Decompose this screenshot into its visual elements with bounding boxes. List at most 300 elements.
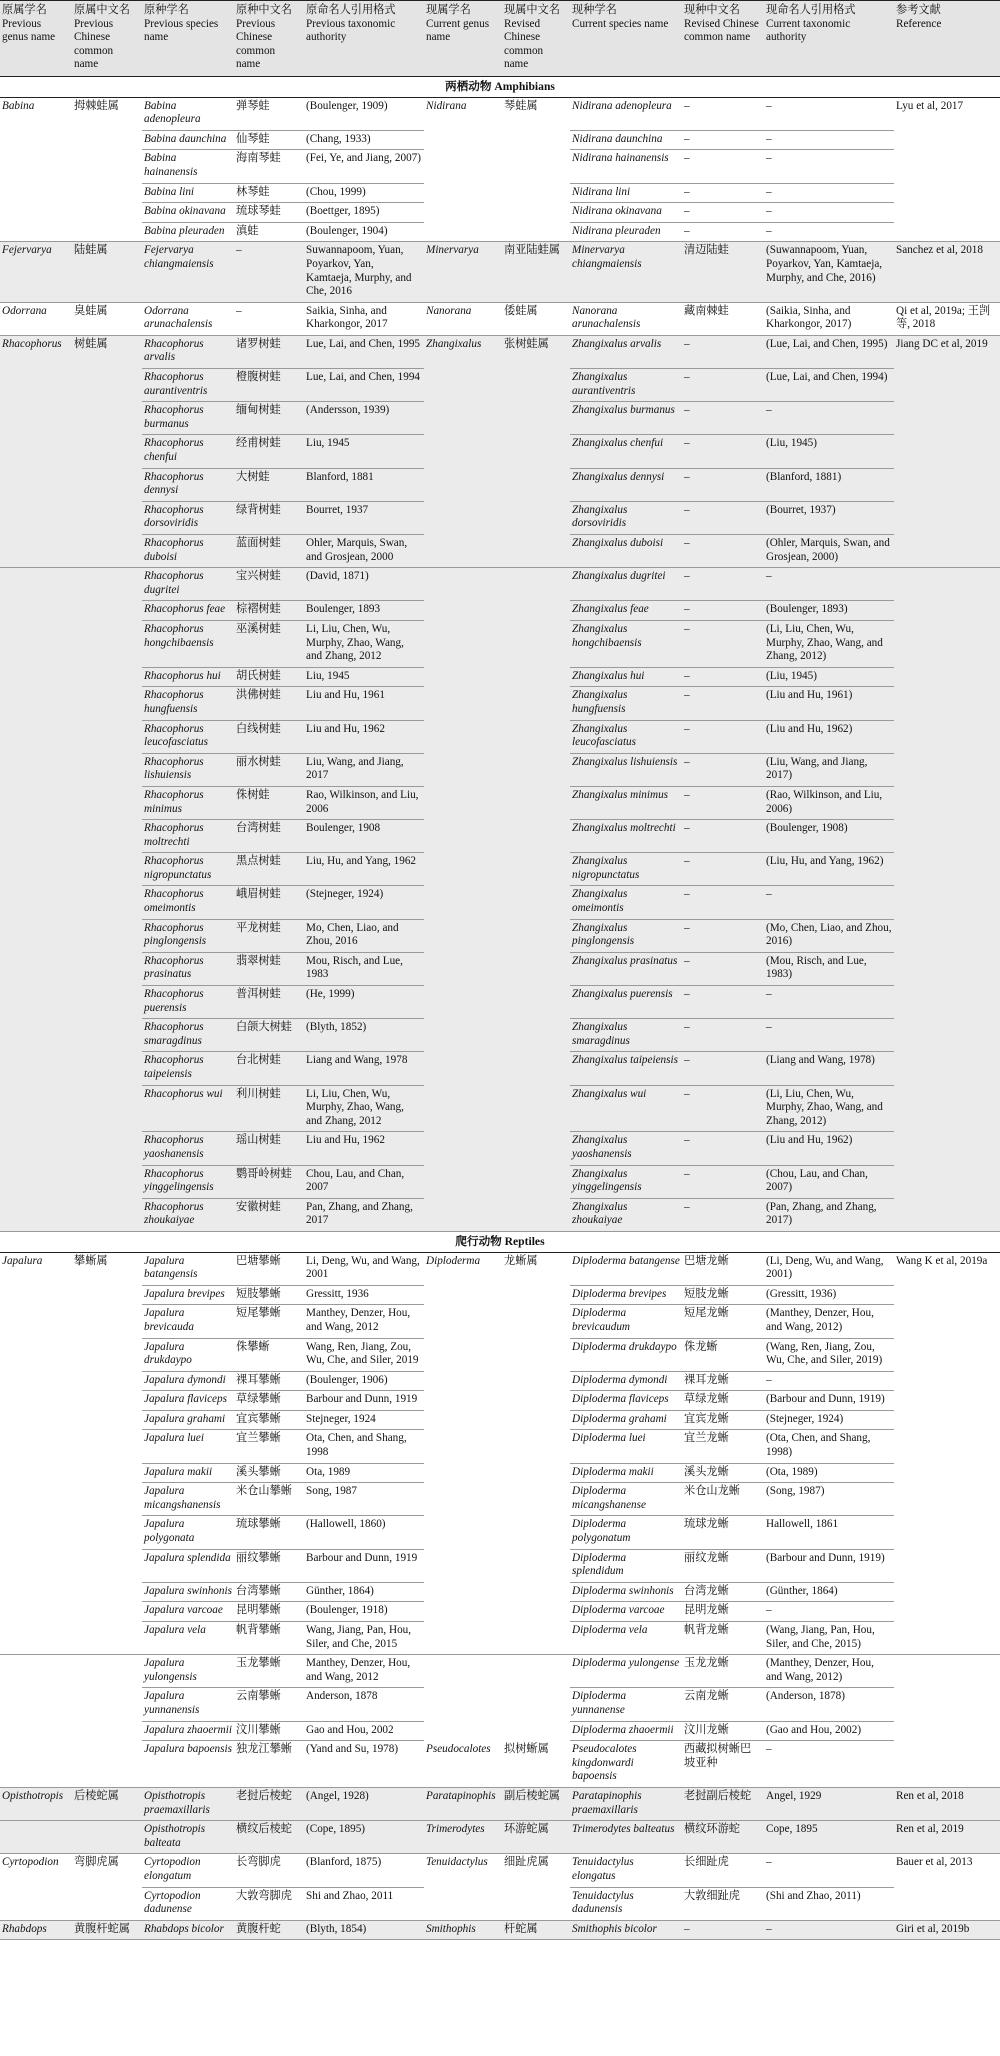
- column-header: [72, 1, 142, 77]
- current-species-cell: Diploderma varcoae: [570, 1602, 682, 1622]
- reference-cell: [894, 1549, 1000, 1582]
- current-genus-cell: [424, 1052, 502, 1085]
- current-species-cell: Zhangixalus arvalis: [570, 335, 682, 368]
- previous-genus-cell: [0, 1741, 72, 1788]
- previous-species-cell: Japalura yulongensis: [142, 1655, 234, 1688]
- current-genus-cell: [424, 1019, 502, 1052]
- current-authority-cell: (Liu, Hu, and Yang, 1962): [764, 853, 894, 886]
- previous-genus-cell: [0, 820, 72, 853]
- previous-authority-cell: Ota, 1989: [304, 1463, 424, 1483]
- current-authority-cell: –: [764, 130, 894, 150]
- previous-species-cell: Babina daunchina: [142, 130, 234, 150]
- table-row: [0, 1198, 1000, 1231]
- current-species-cn-cell: 昆明龙蜥: [682, 1602, 764, 1622]
- current-genus-cell: [424, 1483, 502, 1516]
- previous-authority-cell: Li, Liu, Chen, Wu, Murphy, Zhao, Wang, and Zhang, 2012: [304, 1085, 424, 1132]
- current-genus-cn-cell: [502, 222, 570, 242]
- previous-species-cn-cell: 台湾攀蜥: [234, 1582, 304, 1602]
- previous-genus-cell: [0, 435, 72, 468]
- current-species-cn-cell: –: [682, 919, 764, 952]
- previous-species-cn-cell: –: [234, 242, 304, 302]
- current-genus-cn-cell: [502, 501, 570, 534]
- reference-cell: Ren et al, 2018: [894, 1787, 1000, 1820]
- current-species-cell: Zhangixalus dugritei: [570, 568, 682, 601]
- table-row: [0, 150, 1000, 183]
- column-header-zh: 现命名人引用格式: [766, 4, 856, 16]
- previous-genus-cell: Cyrtopodion: [0, 1854, 72, 1887]
- current-species-cn-cell: 清迈陆蛙: [682, 242, 764, 302]
- current-authority-cell: (Saikia, Sinha, and Kharkongor, 2017): [764, 302, 894, 335]
- reference-cell: [894, 1655, 1000, 1688]
- previous-genus-cell: Fejervarya: [0, 242, 72, 302]
- previous-species-cn-cell: 黑点树蛙: [234, 853, 304, 886]
- previous-genus-cn-cell: [72, 1198, 142, 1231]
- current-genus-cell: Pseudocalotes: [424, 1741, 502, 1788]
- current-genus-cell: [424, 986, 502, 1019]
- header-row: [0, 1, 1000, 77]
- previous-genus-cn-cell: [72, 1721, 142, 1741]
- table-row: [0, 1887, 1000, 1920]
- previous-authority-cell: Chou, Lau, and Chan, 2007: [304, 1165, 424, 1198]
- previous-genus-cell: Rhacophorus: [0, 335, 72, 368]
- previous-genus-cn-cell: [72, 1338, 142, 1371]
- current-genus-cell: [424, 886, 502, 919]
- previous-species-cn-cell: 普洱树蛙: [234, 986, 304, 1019]
- current-genus-cell: [424, 601, 502, 621]
- previous-species-cn-cell: 海南琴蛙: [234, 150, 304, 183]
- previous-species-cn-cell: 安徽树蛙: [234, 1198, 304, 1231]
- column-header-zh: 原属中文名: [74, 4, 130, 16]
- table-row: [0, 1085, 1000, 1132]
- current-species-cn-cell: –: [682, 753, 764, 786]
- current-species-cell: Zhangixalus minimus: [570, 786, 682, 819]
- current-species-cell: Zhangixalus chenfui: [570, 435, 682, 468]
- current-species-cell: Zhangixalus omeimontis: [570, 886, 682, 919]
- reference-cell: [894, 687, 1000, 720]
- current-species-cn-cell: –: [682, 97, 764, 130]
- current-genus-cn-cell: 琴蛙属: [502, 97, 570, 130]
- previous-species-cell: Japalura polygonata: [142, 1516, 234, 1549]
- current-genus-cell: [424, 369, 502, 402]
- reference-cell: [894, 1305, 1000, 1338]
- current-authority-cell: Angel, 1929: [764, 1787, 894, 1820]
- current-species-cell: Diploderma swinhonis: [570, 1582, 682, 1602]
- previous-species-cell: Rhacophorus taipeiensis: [142, 1052, 234, 1085]
- previous-genus-cn-cell: 臭蛙属: [72, 302, 142, 335]
- previous-species-cell: Rhacophorus hungfuensis: [142, 687, 234, 720]
- previous-authority-cell: (Blyth, 1854): [304, 1920, 424, 1940]
- previous-species-cell: Cyrtopodion dadunense: [142, 1887, 234, 1920]
- previous-species-cn-cell: 横纹后棱蛇: [234, 1821, 304, 1854]
- current-species-cell: Diploderma splendidum: [570, 1549, 682, 1582]
- column-header-en: Current species name: [572, 17, 669, 30]
- current-authority-cell: (Lue, Lai, and Chen, 1994): [764, 369, 894, 402]
- previous-authority-cell: Liu and Hu, 1961: [304, 687, 424, 720]
- previous-species-cell: Rhacophorus pinglongensis: [142, 919, 234, 952]
- column-header-zh: 现属中文名: [504, 4, 560, 16]
- current-authority-cell: (Gao and Hou, 2002): [764, 1721, 894, 1741]
- current-genus-cell: [424, 620, 502, 667]
- previous-genus-cell: Odorrana: [0, 302, 72, 335]
- current-species-cn-cell: –: [682, 1052, 764, 1085]
- previous-species-cell: Rhacophorus minimus: [142, 786, 234, 819]
- column-header-en: Previous Chinese common name: [74, 17, 114, 71]
- current-species-cn-cell: –: [682, 720, 764, 753]
- previous-species-cn-cell: 白颌大树蛙: [234, 1019, 304, 1052]
- column-header: [304, 1, 424, 77]
- previous-authority-cell: (He, 1999): [304, 986, 424, 1019]
- current-genus-cn-cell: [502, 1463, 570, 1483]
- current-authority-cell: –: [764, 1741, 894, 1788]
- previous-species-cn-cell: 独龙江攀蜥: [234, 1741, 304, 1788]
- previous-species-cell: Rhacophorus zhoukaiyae: [142, 1198, 234, 1231]
- reference-cell: [894, 1132, 1000, 1165]
- current-genus-cell: [424, 435, 502, 468]
- current-species-cell: Paratapinophis praemaxillaris: [570, 1787, 682, 1820]
- current-genus-cn-cell: [502, 1483, 570, 1516]
- previous-genus-cell: [0, 1391, 72, 1411]
- previous-genus-cn-cell: [72, 1483, 142, 1516]
- table-row: [0, 1371, 1000, 1391]
- table-row: [0, 1285, 1000, 1305]
- current-species-cn-cell: –: [682, 402, 764, 435]
- table-row: [0, 753, 1000, 786]
- current-genus-cell: [424, 1688, 502, 1721]
- reference-cell: [894, 468, 1000, 501]
- previous-authority-cell: (Cope, 1895): [304, 1821, 424, 1854]
- previous-species-cell: Rhacophorus dugritei: [142, 568, 234, 601]
- current-authority-cell: (Li, Deng, Wu, and Wang, 2001): [764, 1252, 894, 1285]
- current-species-cn-cell: 巴塘龙蜥: [682, 1252, 764, 1285]
- previous-genus-cn-cell: [72, 501, 142, 534]
- current-authority-cell: (Pan, Zhang, and Zhang, 2017): [764, 1198, 894, 1231]
- previous-species-cn-cell: 云南攀蜥: [234, 1688, 304, 1721]
- current-genus-cell: [424, 1085, 502, 1132]
- previous-genus-cn-cell: [72, 203, 142, 223]
- previous-genus-cell: [0, 1305, 72, 1338]
- previous-genus-cell: [0, 853, 72, 886]
- table-row: [0, 1582, 1000, 1602]
- reference-cell: [894, 601, 1000, 621]
- current-species-cn-cell: 侏龙蜥: [682, 1338, 764, 1371]
- previous-species-cn-cell: 溪头攀蜥: [234, 1463, 304, 1483]
- reference-cell: [894, 183, 1000, 203]
- table-row: [0, 919, 1000, 952]
- previous-genus-cn-cell: 拇棘蛙属: [72, 97, 142, 130]
- reference-cell: [894, 501, 1000, 534]
- reference-cell: Ren et al, 2019: [894, 1821, 1000, 1854]
- reference-cell: [894, 1371, 1000, 1391]
- previous-authority-cell: (Boulenger, 1918): [304, 1602, 424, 1622]
- current-species-cell: Diploderma vela: [570, 1622, 682, 1655]
- current-authority-cell: Cope, 1895: [764, 1821, 894, 1854]
- previous-genus-cell: [0, 952, 72, 985]
- current-genus-cell: [424, 468, 502, 501]
- column-header-zh: 现种学名: [572, 4, 617, 16]
- current-species-cell: Diploderma brevicaudum: [570, 1305, 682, 1338]
- previous-species-cell: Japalura brevicauda: [142, 1305, 234, 1338]
- previous-authority-cell: Mo, Chen, Liao, and Zhou, 2016: [304, 919, 424, 952]
- current-authority-cell: –: [764, 150, 894, 183]
- previous-species-cn-cell: 洪佛树蛙: [234, 687, 304, 720]
- previous-species-cell: Rhacophorus puerensis: [142, 986, 234, 1019]
- current-species-cn-cell: –: [682, 335, 764, 368]
- previous-genus-cn-cell: 攀蜥属: [72, 1252, 142, 1285]
- current-species-cell: Zhangixalus dennysi: [570, 468, 682, 501]
- previous-genus-cell: [0, 1622, 72, 1655]
- previous-genus-cell: [0, 753, 72, 786]
- previous-species-cn-cell: 鹦哥岭树蛙: [234, 1165, 304, 1198]
- current-species-cn-cell: –: [682, 952, 764, 985]
- previous-species-cn-cell: 翡翠树蛙: [234, 952, 304, 985]
- previous-authority-cell: Barbour and Dunn, 1919: [304, 1391, 424, 1411]
- current-species-cn-cell: 台湾龙蜥: [682, 1582, 764, 1602]
- current-species-cell: Zhangixalus feae: [570, 601, 682, 621]
- current-authority-cell: –: [764, 1602, 894, 1622]
- current-genus-cell: [424, 1338, 502, 1371]
- current-genus-cell: Nanorana: [424, 302, 502, 335]
- previous-genus-cn-cell: [72, 667, 142, 687]
- column-header-en: Reference: [896, 17, 942, 30]
- table-row: [0, 1688, 1000, 1721]
- previous-species-cell: Japalura batangensis: [142, 1252, 234, 1285]
- previous-species-cn-cell: 台湾树蛙: [234, 820, 304, 853]
- table-row: [0, 369, 1000, 402]
- current-genus-cn-cell: 环游蛇属: [502, 1821, 570, 1854]
- section-title: 爬行动物 Reptiles: [0, 1231, 1000, 1252]
- current-authority-cell: –: [764, 986, 894, 1019]
- previous-authority-cell: (Angel, 1928): [304, 1787, 424, 1820]
- previous-species-cn-cell: 台北树蛙: [234, 1052, 304, 1085]
- current-genus-cell: [424, 1582, 502, 1602]
- table-body: [0, 76, 1000, 1939]
- current-genus-cn-cell: [502, 1549, 570, 1582]
- current-genus-cell: [424, 1198, 502, 1231]
- previous-species-cn-cell: 玉龙攀蜥: [234, 1655, 304, 1688]
- previous-species-cell: Odorrana arunachalensis: [142, 302, 234, 335]
- current-genus-cell: Diploderma: [424, 1252, 502, 1285]
- current-genus-cell: [424, 919, 502, 952]
- previous-genus-cn-cell: [72, 150, 142, 183]
- previous-authority-cell: Anderson, 1878: [304, 1688, 424, 1721]
- previous-authority-cell: Stejneger, 1924: [304, 1410, 424, 1430]
- reference-cell: [894, 435, 1000, 468]
- current-authority-cell: (Liu, 1945): [764, 667, 894, 687]
- current-species-cell: Nidirana lini: [570, 183, 682, 203]
- current-genus-cell: [424, 1430, 502, 1463]
- previous-genus-cell: [0, 1430, 72, 1463]
- previous-authority-cell: Liu and Hu, 1962: [304, 1132, 424, 1165]
- reference-cell: [894, 1052, 1000, 1085]
- current-species-cell: Nanorana arunachalensis: [570, 302, 682, 335]
- previous-genus-cell: [0, 1371, 72, 1391]
- previous-genus-cn-cell: [72, 1688, 142, 1721]
- current-authority-cell: (Manthey, Denzer, Hou, and Wang, 2012): [764, 1305, 894, 1338]
- previous-genus-cell: [0, 1602, 72, 1622]
- current-genus-cell: Nidirana: [424, 97, 502, 130]
- previous-authority-cell: Liu, Wang, and Jiang, 2017: [304, 753, 424, 786]
- previous-genus-cell: [0, 130, 72, 150]
- previous-species-cn-cell: 大敦弯脚虎: [234, 1887, 304, 1920]
- previous-species-cell: Rhacophorus chenfui: [142, 435, 234, 468]
- previous-authority-cell: (Boulenger, 1909): [304, 97, 424, 130]
- current-authority-cell: (Lue, Lai, and Chen, 1995): [764, 335, 894, 368]
- previous-species-cn-cell: 瑶山树蛙: [234, 1132, 304, 1165]
- previous-genus-cell: [0, 1085, 72, 1132]
- previous-species-cn-cell: 侏树蛙: [234, 786, 304, 819]
- previous-authority-cell: Lue, Lai, and Chen, 1995: [304, 335, 424, 368]
- column-header: [0, 1, 72, 77]
- previous-species-cell: Fejervarya chiangmaiensis: [142, 242, 234, 302]
- previous-species-cn-cell: 琉球琴蛙: [234, 203, 304, 223]
- reference-cell: Qi et al, 2019a; 王剀等, 2018: [894, 302, 1000, 335]
- current-species-cell: Zhangixalus leucofasciatus: [570, 720, 682, 753]
- previous-authority-cell: Pan, Zhang, and Zhang, 2017: [304, 1198, 424, 1231]
- previous-species-cell: Japalura bapoensis: [142, 1741, 234, 1788]
- previous-authority-cell: (Andersson, 1939): [304, 402, 424, 435]
- previous-authority-cell: Ohler, Marquis, Swan, and Grosjean, 2000: [304, 535, 424, 568]
- current-genus-cn-cell: [502, 620, 570, 667]
- previous-species-cell: Rhacophorus dennysi: [142, 468, 234, 501]
- reference-cell: [894, 1165, 1000, 1198]
- previous-genus-cell: [0, 501, 72, 534]
- current-species-cell: Pseudocalotes kingdonwardi bapoensis: [570, 1741, 682, 1788]
- current-genus-cell: [424, 1721, 502, 1741]
- reference-cell: [894, 150, 1000, 183]
- previous-species-cn-cell: 丽纹攀蜥: [234, 1549, 304, 1582]
- current-species-cell: Diploderma dymondi: [570, 1371, 682, 1391]
- current-authority-cell: (Ota, Chen, and Shang, 1998): [764, 1430, 894, 1463]
- table-row: [0, 1483, 1000, 1516]
- current-species-cn-cell: –: [682, 667, 764, 687]
- previous-genus-cell: [0, 1338, 72, 1371]
- section-heading-row: [0, 76, 1000, 97]
- table-row: [0, 435, 1000, 468]
- previous-genus-cell: [0, 1132, 72, 1165]
- reference-cell: Wang K et al, 2019a: [894, 1252, 1000, 1285]
- previous-authority-cell: (Blyth, 1852): [304, 1019, 424, 1052]
- previous-authority-cell: Suwannapoom, Yuan, Poyarkov, Yan, Kamtaeja, Murphy, and Che, 2016: [304, 242, 424, 302]
- current-species-cn-cell: –: [682, 369, 764, 402]
- current-species-cell: Zhangixalus puerensis: [570, 986, 682, 1019]
- table-row: [0, 1252, 1000, 1285]
- current-species-cell: Nidirana pleuraden: [570, 222, 682, 242]
- table-row: [0, 1305, 1000, 1338]
- reference-cell: [894, 786, 1000, 819]
- current-authority-cell: –: [764, 183, 894, 203]
- previous-species-cn-cell: 白线树蛙: [234, 720, 304, 753]
- current-species-cn-cell: 短尾龙蜥: [682, 1305, 764, 1338]
- previous-species-cn-cell: 丽水树蛙: [234, 753, 304, 786]
- previous-authority-cell: (Fei, Ye, and Jiang, 2007): [304, 150, 424, 183]
- previous-genus-cell: [0, 1821, 72, 1854]
- previous-species-cn-cell: –: [234, 302, 304, 335]
- previous-species-cell: Japalura vela: [142, 1622, 234, 1655]
- current-species-cn-cell: –: [682, 986, 764, 1019]
- previous-species-cn-cell: 经甫树蛙: [234, 435, 304, 468]
- reference-cell: [894, 952, 1000, 985]
- previous-species-cn-cell: 橙腹树蛙: [234, 369, 304, 402]
- previous-genus-cell: [0, 1887, 72, 1920]
- previous-genus-cn-cell: [72, 535, 142, 568]
- previous-species-cell: Rhacophorus feae: [142, 601, 234, 621]
- reference-cell: [894, 222, 1000, 242]
- previous-genus-cell: [0, 919, 72, 952]
- previous-species-cell: Rhacophorus duboisi: [142, 535, 234, 568]
- previous-species-cell: Rhacophorus yaoshanensis: [142, 1132, 234, 1165]
- previous-genus-cell: Babina: [0, 97, 72, 130]
- current-genus-cn-cell: [502, 1198, 570, 1231]
- table-row: [0, 1410, 1000, 1430]
- current-authority-cell: –: [764, 568, 894, 601]
- reference-cell: [894, 620, 1000, 667]
- previous-authority-cell: Liu, 1945: [304, 667, 424, 687]
- previous-species-cell: Rhacophorus dorsoviridis: [142, 501, 234, 534]
- current-genus-cn-cell: [502, 203, 570, 223]
- current-authority-cell: –: [764, 886, 894, 919]
- current-genus-cn-cell: [502, 919, 570, 952]
- current-genus-cn-cell: [502, 1165, 570, 1198]
- column-header-zh: 参考文献: [896, 4, 941, 16]
- column-header: [142, 1, 234, 77]
- current-authority-cell: (Liu and Hu, 1961): [764, 687, 894, 720]
- current-species-cell: Zhangixalus hui: [570, 667, 682, 687]
- current-genus-cn-cell: [502, 468, 570, 501]
- column-header-en: Previous taxonomic authority: [306, 17, 396, 44]
- current-genus-cell: [424, 1132, 502, 1165]
- current-authority-cell: (Ohler, Marquis, Swan, and Grosjean, 2000): [764, 535, 894, 568]
- current-genus-cell: [424, 952, 502, 985]
- previous-species-cell: Rhacophorus omeimontis: [142, 886, 234, 919]
- previous-genus-cn-cell: 弯脚虎属: [72, 1854, 142, 1887]
- previous-genus-cn-cell: [72, 1165, 142, 1198]
- current-genus-cn-cell: [502, 1655, 570, 1688]
- current-authority-cell: (Ota, 1989): [764, 1463, 894, 1483]
- previous-genus-cn-cell: [72, 1052, 142, 1085]
- reference-cell: [894, 535, 1000, 568]
- current-authority-cell: (Li, Liu, Chen, Wu, Murphy, Zhao, Wang, and Zhang, 2012): [764, 620, 894, 667]
- current-genus-cell: [424, 1305, 502, 1338]
- current-species-cn-cell: 宜兰龙蜥: [682, 1430, 764, 1463]
- previous-species-cn-cell: 米仓山攀蜥: [234, 1483, 304, 1516]
- previous-species-cn-cell: 裸耳攀蜥: [234, 1371, 304, 1391]
- previous-genus-cn-cell: [72, 687, 142, 720]
- previous-species-cell: Rhacophorus hui: [142, 667, 234, 687]
- reference-cell: [894, 130, 1000, 150]
- column-header: [424, 1, 502, 77]
- reference-cell: [894, 1085, 1000, 1132]
- reference-cell: [894, 1019, 1000, 1052]
- current-authority-cell: (Mou, Risch, and Lue, 1983): [764, 952, 894, 985]
- current-genus-cell: Minervarya: [424, 242, 502, 302]
- current-species-cn-cell: 米仓山龙蜥: [682, 1483, 764, 1516]
- current-species-cell: Nidirana okinavana: [570, 203, 682, 223]
- current-genus-cell: [424, 1463, 502, 1483]
- table-row: [0, 1338, 1000, 1371]
- reference-cell: [894, 1391, 1000, 1411]
- previous-genus-cell: [0, 183, 72, 203]
- current-genus-cn-cell: [502, 150, 570, 183]
- table-row: [0, 1821, 1000, 1854]
- current-species-cell: Tenuidactylus elongatus: [570, 1854, 682, 1887]
- section-heading-row: [0, 1231, 1000, 1252]
- previous-species-cell: Japalura micangshanensis: [142, 1483, 234, 1516]
- current-genus-cn-cell: [502, 183, 570, 203]
- current-genus-cn-cell: [502, 1085, 570, 1132]
- table-row: [0, 1602, 1000, 1622]
- reference-cell: [894, 1463, 1000, 1483]
- current-genus-cell: [424, 853, 502, 886]
